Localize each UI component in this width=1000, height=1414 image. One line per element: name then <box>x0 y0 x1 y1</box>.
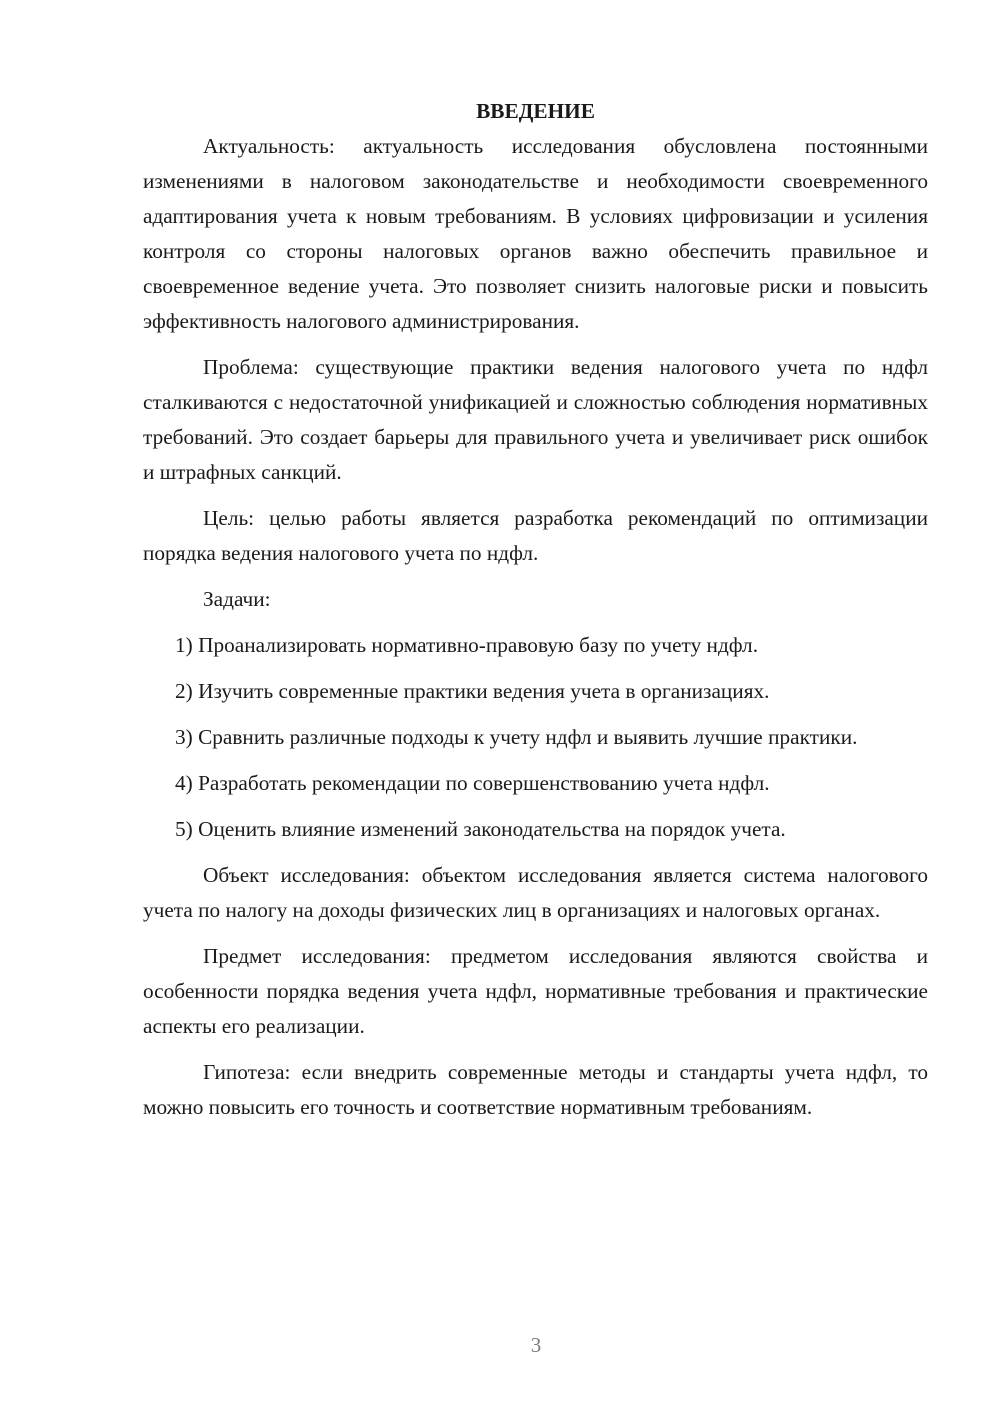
task-item-5: 5) Оценить влияние изменений законодательства на порядок учета. <box>175 817 786 841</box>
paragraph-hypothesis: Гипотеза: если внедрить современные методы и стандарты учета ндфл, то можно повысить его точность и соответствие нормативным требованиям. <box>143 1060 928 1119</box>
task-item-3: 3) Сравнить различные подходы к учету ндфл и выявить лучшие практики. <box>175 725 858 749</box>
document-page <box>143 92 928 1125</box>
paragraph-goal: Цель: целью работы является разработка рекомендаций по оптимизации порядка ведения налогового учета по ндфл. <box>143 506 928 565</box>
task-item-4: 4) Разработать рекомендации по совершенствованию учета ндфл. <box>175 771 770 795</box>
paragraph-relevance: Актуальность: актуальность исследования обусловлена постоянными изменениями в налоговом законодательстве и необходимости своевременного адаптирования учета к новым требованиям. В условиях цифровизации и усиления контроля со стороны налоговых органов важно обеспечить правильное и своевременное ведение учета. Это позволяет снизить налоговые риски и повысить эффективность налогового администрирования. <box>143 134 928 333</box>
tasks-heading: Задачи: <box>203 587 271 611</box>
paragraph-object: Объект исследования: объектом исследования является система налогового учета по налогу на доходы физических лиц в организациях и налоговых органах. <box>143 863 928 922</box>
section-title: ВВЕДЕНИЕ <box>476 99 595 123</box>
task-item-1: 1) Проанализировать нормативно-правовую базу по учету ндфл. <box>175 633 759 657</box>
paragraph-subject: Предмет исследования: предметом исследования являются свойства и особенности порядка ведения учета ндфл, нормативные требования и практические аспекты его реализации. <box>143 944 928 1038</box>
task-item-2: 2) Изучить современные практики ведения учета в организациях. <box>175 679 770 703</box>
paragraph-problem: Проблема: существующие практики ведения налогового учета по ндфл сталкиваются с недостаточной унификацией и сложностью соблюдения нормативных требований. Это создает барьеры для правильного учета и увеличивает риск ошибок и штрафных санкций. <box>143 355 928 484</box>
page-number: 3 <box>530 1333 542 1357</box>
